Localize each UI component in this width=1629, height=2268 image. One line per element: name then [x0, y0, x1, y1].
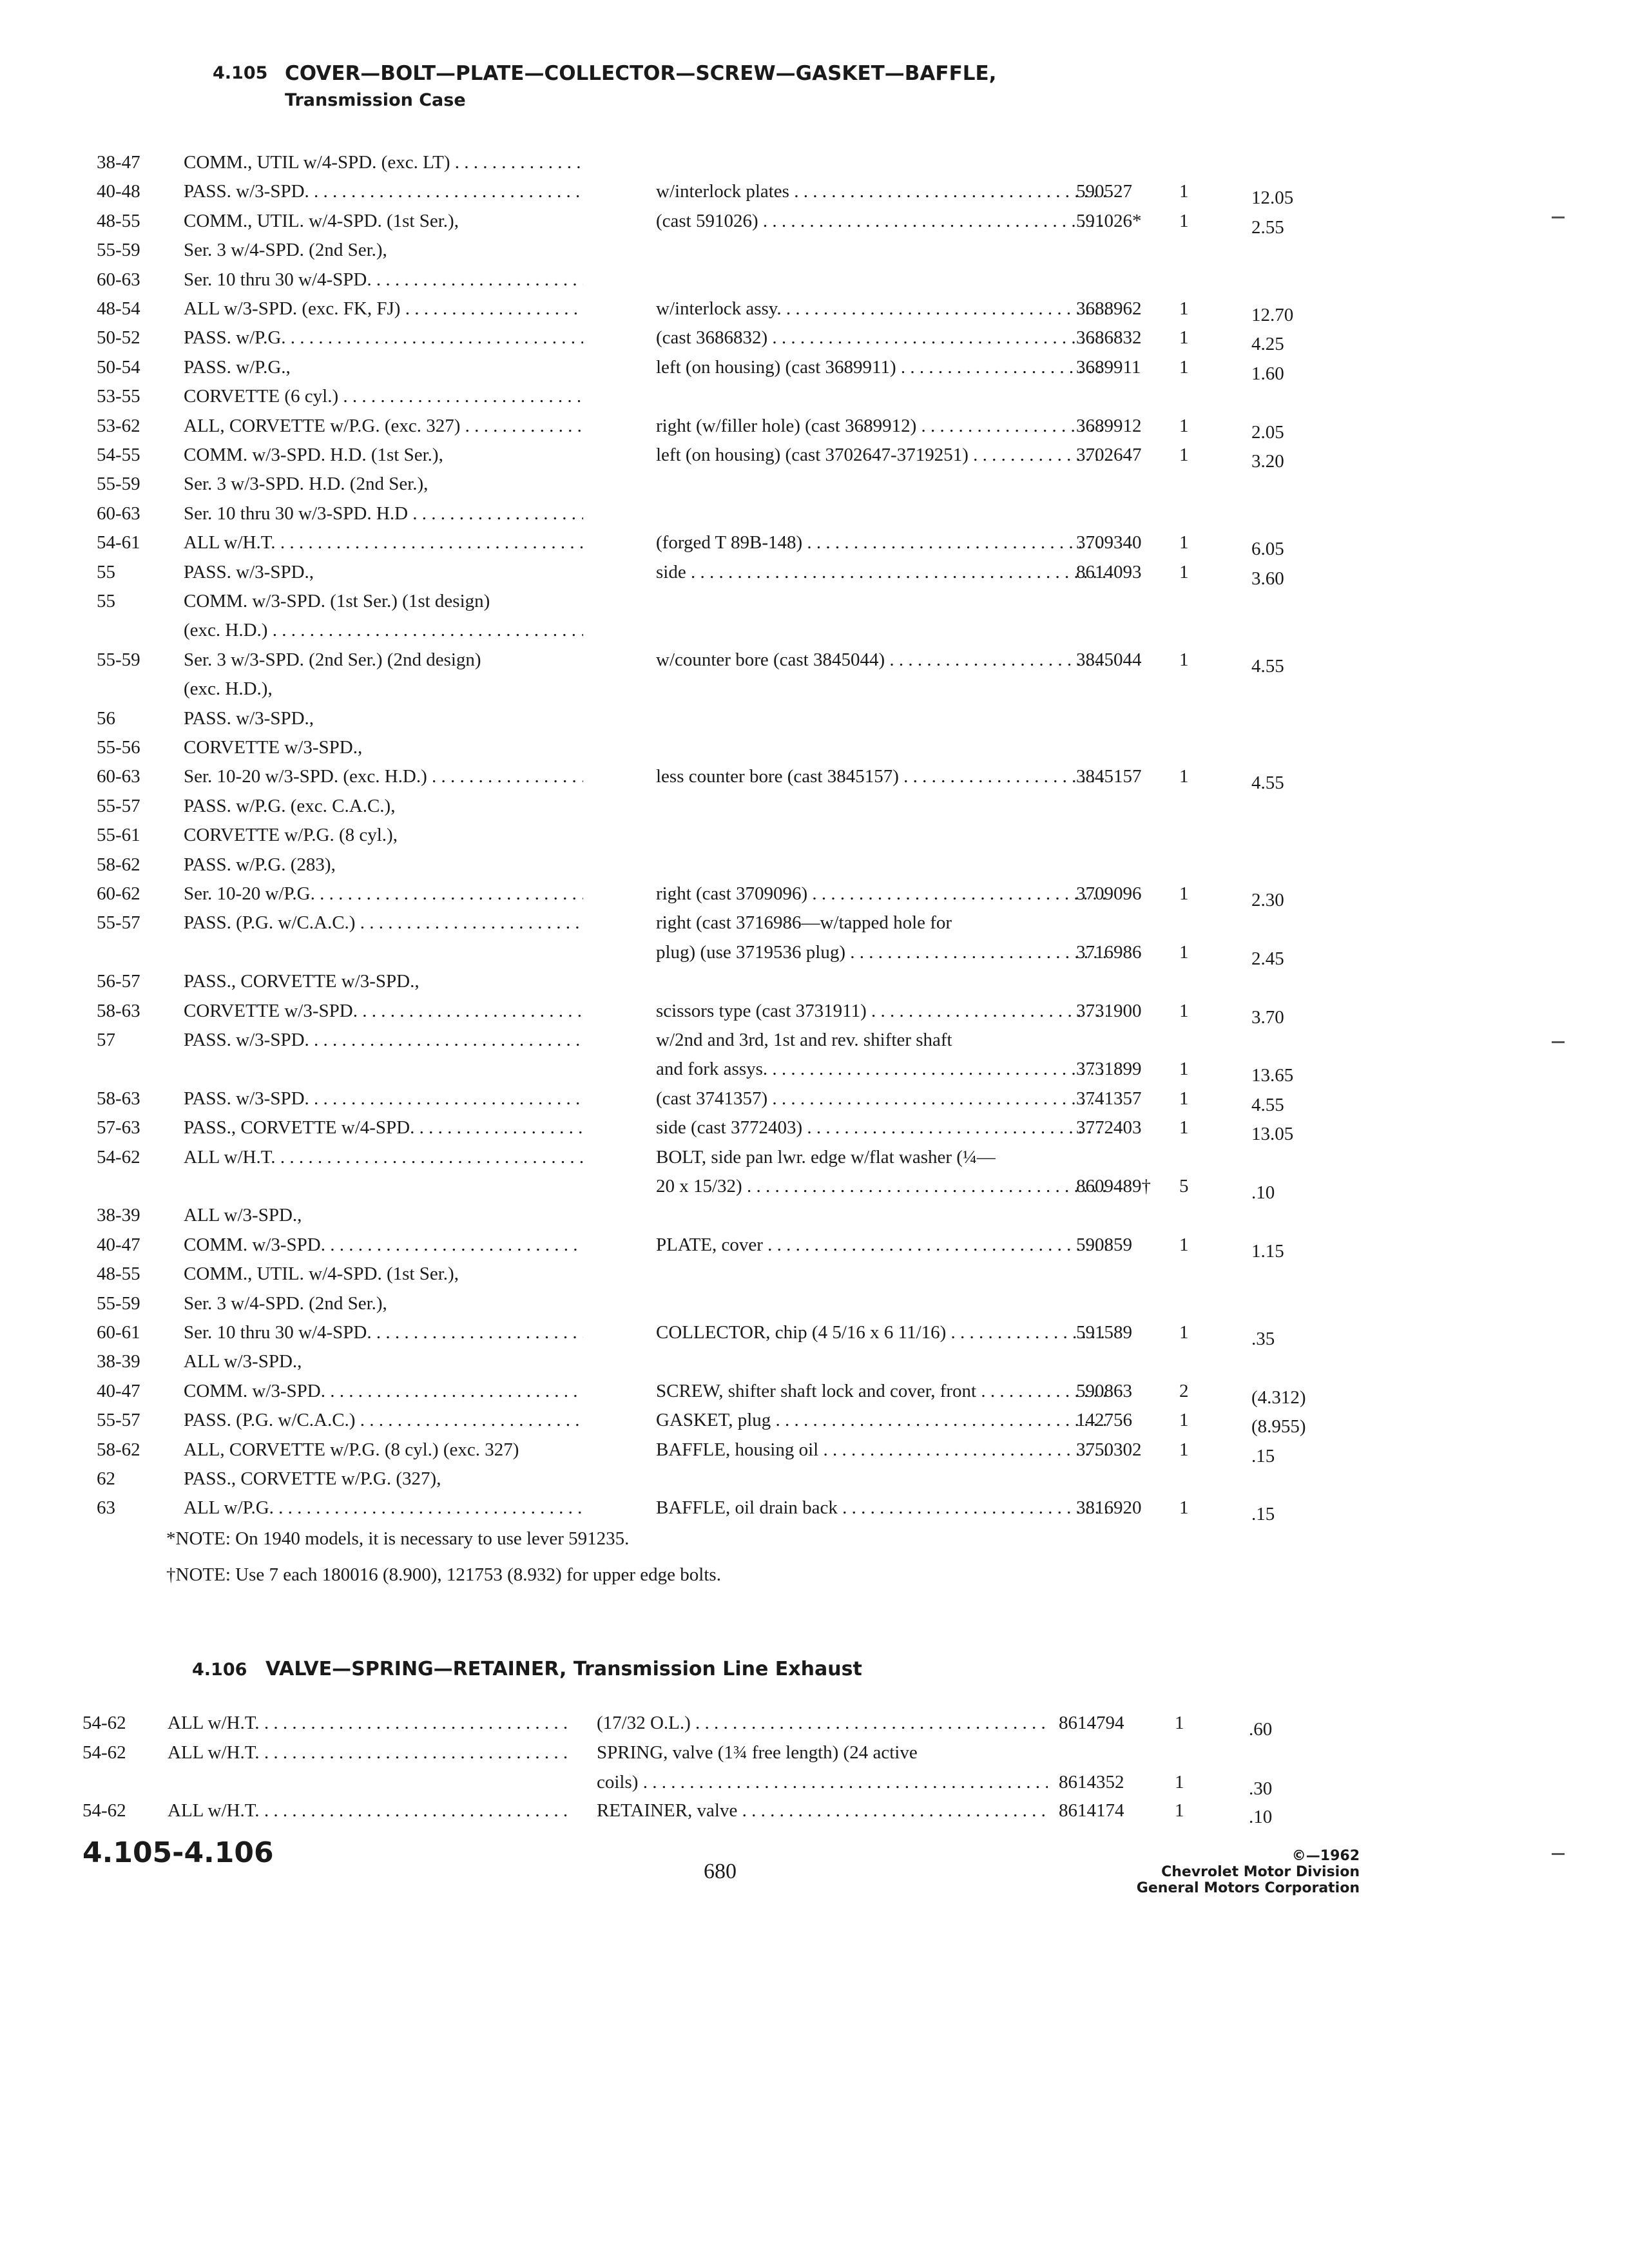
price-cell: 3.20	[1251, 451, 1284, 472]
year-cell: 55-59	[97, 649, 140, 670]
price-cell: 6.05	[1251, 539, 1284, 559]
price-cell: 4.55	[1251, 773, 1284, 793]
description-cell: w/interlock assy. . . .	[656, 296, 1107, 322]
year-cell: 54-55	[97, 445, 140, 465]
model-cell: PASS. (P.G. w/C.A.C.) . . .	[184, 910, 583, 936]
part-number-cell: 3731900	[1076, 1001, 1142, 1021]
model-cell: ALL w/P.G. . . .	[184, 1495, 583, 1521]
year-cell: 58-63	[97, 1088, 140, 1109]
description-cell: PLATE, cover . . .	[656, 1232, 1107, 1258]
price-cell: .30	[1249, 1778, 1273, 1799]
page-number: 680	[704, 1860, 737, 1883]
table-row	[97, 1495, 1547, 1524]
part-number-cell: 142756	[1076, 1410, 1132, 1430]
year-cell: 38-39	[97, 1205, 140, 1225]
description-cell: GASKET, plug . . .	[656, 1407, 1107, 1433]
year-cell: 48-54	[97, 298, 140, 319]
description-cell: (forged T 89B-148) . . .	[656, 530, 1107, 555]
year-cell: 53-62	[97, 416, 140, 436]
model-cell: ALL w/H.T. . . .	[184, 1144, 583, 1170]
part-number-cell: 3702647	[1076, 445, 1142, 465]
year-cell: 62	[97, 1468, 115, 1489]
price-cell: 13.65	[1251, 1065, 1294, 1086]
year-cell: 40-47	[97, 1381, 140, 1401]
price-cell: 13.05	[1251, 1124, 1294, 1144]
price-cell: 2.05	[1251, 422, 1284, 443]
table-row	[97, 1173, 1547, 1203]
year-cell: 57-63	[97, 1117, 140, 1138]
year-cell: 58-62	[97, 854, 140, 875]
quantity-cell: 1	[1179, 1322, 1189, 1343]
margin-mark	[1552, 1041, 1565, 1043]
copyright: ©—1962	[1291, 1848, 1360, 1864]
price-cell: (8.955)	[1251, 1416, 1306, 1437]
price-cell: 1.60	[1251, 363, 1284, 384]
table-row	[97, 1261, 1547, 1287]
table-row	[97, 325, 1547, 354]
model-cell: CORVETTE (6 cyl.) . . .	[184, 383, 583, 409]
description-cell: side (cast 3772403) . . .	[656, 1115, 1107, 1140]
table-row	[97, 442, 1547, 472]
margin-mark	[1552, 1853, 1565, 1855]
table-row	[97, 296, 1547, 325]
description-cell: scissors type (cast 3731911) . . .	[656, 998, 1107, 1024]
price-cell: 3.70	[1251, 1007, 1284, 1028]
footer-section-range: 4.105-4.106	[82, 1836, 274, 1869]
margin-mark	[1552, 216, 1565, 218]
section-subtitle: Transmission Case	[285, 90, 466, 110]
quantity-cell: 2	[1179, 1381, 1189, 1401]
model-cell: ALL, CORVETTE w/P.G. (exc. 327) . . .	[184, 413, 583, 439]
part-number-cell: 8614352	[1059, 1772, 1124, 1792]
quantity-cell: 1	[1179, 327, 1189, 348]
part-number-cell: 8614093	[1076, 562, 1142, 582]
part-number-cell: 3689911	[1076, 357, 1141, 378]
model-cell: PASS. w/3-SPD.,	[184, 562, 314, 582]
quantity-cell: 1	[1175, 1800, 1184, 1821]
model-cell: ALL w/H.T. . . .	[168, 1740, 567, 1765]
year-cell: 55-59	[97, 1293, 140, 1314]
price-cell: .10	[1249, 1807, 1273, 1827]
description-cell: w/interlock plates . . .	[656, 178, 1107, 204]
quantity-cell: 1	[1179, 1235, 1189, 1255]
table-row	[82, 1769, 1532, 1799]
description-cell: (cast 3686832) . . .	[656, 325, 1107, 351]
price-cell: 4.55	[1251, 656, 1284, 677]
copyright-block	[1063, 1848, 1360, 1896]
year-cell: 58-63	[97, 1001, 140, 1021]
model-cell: Ser. 3 w/4-SPD. (2nd Ser.),	[184, 1293, 387, 1314]
model-cell: COMM. w/3-SPD. H.D. (1st Ser.),	[184, 445, 443, 465]
year-cell: 56	[97, 708, 115, 729]
year-cell: 57	[97, 1030, 115, 1050]
price-cell: .10	[1251, 1182, 1275, 1203]
price-cell: 2.55	[1251, 217, 1284, 238]
table-row	[97, 998, 1547, 1028]
model-cell: Ser. 10-20 w/P.G. . . .	[184, 881, 583, 907]
model-cell: (exc. H.D.) . . .	[184, 617, 583, 643]
table-row	[97, 939, 1547, 969]
year-cell: 60-62	[97, 883, 140, 904]
year-cell: 60-63	[97, 269, 140, 290]
table-row	[97, 383, 1547, 409]
part-number-cell: 3772403	[1076, 1117, 1142, 1138]
model-cell: ALL, CORVETTE w/P.G. (8 cyl.) (exc. 327)	[184, 1439, 519, 1460]
table-row	[82, 1798, 1532, 1827]
table-row	[97, 1291, 1547, 1316]
part-number-cell: 3731899	[1076, 1059, 1142, 1079]
part-number-cell: 3716986	[1076, 942, 1142, 963]
part-number-cell: 3689912	[1076, 416, 1142, 436]
model-cell: CORVETTE w/3-SPD. . . .	[184, 998, 583, 1024]
year-cell: 55-59	[97, 474, 140, 494]
year-cell: 55	[97, 591, 115, 611]
year-cell: 54-62	[82, 1800, 126, 1821]
year-cell: 55-61	[97, 825, 140, 845]
model-cell: PASS. (P.G. w/C.A.C.) . . .	[184, 1407, 583, 1433]
table-row	[97, 617, 1547, 643]
table-row	[97, 267, 1547, 293]
table-row	[97, 1320, 1547, 1349]
model-cell: CORVETTE w/P.G. (8 cyl.),	[184, 825, 398, 845]
model-cell: PASS. w/P.G.,	[184, 357, 291, 378]
quantity-cell: 1	[1179, 1117, 1189, 1138]
part-number-cell: 3688962	[1076, 298, 1142, 319]
model-cell: Ser. 3 w/4-SPD. (2nd Ser.),	[184, 240, 387, 260]
description-cell: left (on housing) (cast 3702647-3719251) . . . .	[656, 442, 1107, 468]
model-cell: ALL w/3-SPD. (exc. FK, FJ) . . .	[184, 296, 583, 322]
model-cell: PASS. w/P.G. . . .	[184, 325, 583, 351]
table-row	[97, 1027, 1547, 1053]
part-number-cell: 3741357	[1076, 1088, 1142, 1109]
quantity-cell: 1	[1179, 1410, 1189, 1430]
year-cell: 38-47	[97, 152, 140, 173]
model-cell: Ser. 10-20 w/3-SPD. (exc. H.D.) . . .	[184, 764, 583, 789]
price-cell: 4.25	[1251, 334, 1284, 354]
part-number-cell: 3709096	[1076, 883, 1142, 904]
table-row	[97, 647, 1547, 677]
description-cell: (cast 3741357) . . .	[656, 1086, 1107, 1111]
description-cell: right (cast 3716986—w/tapped hole for	[656, 912, 952, 933]
table-row	[97, 559, 1547, 589]
year-cell: 54-62	[82, 1742, 126, 1763]
model-cell: ALL w/H.T. . . .	[184, 530, 583, 555]
model-cell: PASS., CORVETTE w/P.G. (327),	[184, 1468, 441, 1489]
section-title-2: VALVE—SPRING—RETAINER, Transmission Line Exhaust	[265, 1658, 862, 1680]
model-cell: ALL w/3-SPD.,	[184, 1205, 302, 1225]
model-cell: Ser. 3 w/3-SPD. H.D. (2nd Ser.),	[184, 474, 429, 494]
quantity-cell: 1	[1179, 181, 1189, 202]
table-row	[97, 1437, 1547, 1466]
part-number-cell: 591589	[1076, 1322, 1132, 1343]
year-cell: 58-62	[97, 1439, 140, 1460]
part-number-cell: 3845157	[1076, 766, 1142, 787]
price-cell: 2.30	[1251, 890, 1284, 910]
model-cell: PASS. w/3-SPD. . . .	[184, 178, 583, 204]
year-cell: 54-62	[97, 1147, 140, 1168]
table-row	[97, 852, 1547, 878]
corporation: General Motors Corporation	[1136, 1880, 1360, 1896]
year-cell: 55-57	[97, 912, 140, 933]
year-cell: 53-55	[97, 386, 140, 407]
part-number-cell: 8609489†	[1076, 1176, 1151, 1196]
model-cell: CORVETTE w/3-SPD.,	[184, 737, 363, 758]
table-row	[97, 354, 1547, 384]
table-row	[97, 530, 1547, 559]
model-cell: (exc. H.D.),	[184, 678, 273, 699]
model-cell: Ser. 10 thru 30 w/3-SPD. H.D . . .	[184, 501, 583, 526]
table-row	[97, 178, 1547, 208]
description-cell: right (cast 3709096) . . .	[656, 881, 1107, 907]
description-cell: left (on housing) (cast 3689911) . . .	[656, 354, 1107, 380]
year-cell: 48-55	[97, 1264, 140, 1284]
description-cell: and fork assys. . . .	[656, 1056, 1107, 1082]
model-cell: COMM., UTIL w/4-SPD. (exc. LT) . . .	[184, 149, 583, 175]
model-cell: PASS., CORVETTE w/3-SPD.,	[184, 971, 419, 992]
quantity-cell: 1	[1179, 445, 1189, 465]
table-row	[97, 735, 1547, 760]
quantity-cell: 1	[1179, 532, 1189, 553]
price-cell: .15	[1251, 1504, 1275, 1524]
description-cell: w/2nd and 3rd, 1st and rev. shifter shaft	[656, 1030, 952, 1050]
price-cell: 12.05	[1251, 187, 1294, 208]
table-row	[97, 588, 1547, 614]
year-cell: 60-63	[97, 503, 140, 524]
model-cell: COMM. w/3-SPD. . . .	[184, 1378, 583, 1404]
table-row	[97, 793, 1547, 819]
description-cell: BAFFLE, oil drain back . . .	[656, 1495, 1107, 1521]
description-cell: SPRING, valve (1¾ free length) (24 active	[597, 1742, 918, 1763]
table-row	[97, 149, 1547, 175]
table-row	[97, 881, 1547, 910]
quantity-cell: 1	[1179, 1497, 1189, 1518]
quantity-cell: 1	[1179, 562, 1189, 582]
table-row	[97, 1056, 1547, 1086]
quantity-cell: 1	[1179, 1059, 1189, 1079]
part-number-cell: 3845044	[1076, 649, 1142, 670]
model-cell: COMM. w/3-SPD. . . .	[184, 1232, 583, 1258]
description-cell: RETAINER, valve . . .	[597, 1798, 1048, 1823]
table-row	[97, 1407, 1547, 1437]
table-row	[97, 1144, 1547, 1170]
division: Chevrolet Motor Division	[1161, 1864, 1360, 1880]
description-cell: BAFFLE, housing oil . . .	[656, 1437, 1107, 1463]
quantity-cell: 1	[1179, 766, 1189, 787]
year-cell: 48-55	[97, 211, 140, 231]
model-cell: PASS. w/3-SPD.,	[184, 708, 314, 729]
model-cell: PASS. w/3-SPD. . . .	[184, 1086, 583, 1111]
quantity-cell: 1	[1179, 298, 1189, 319]
quantity-cell: 1	[1179, 1088, 1189, 1109]
price-cell: .15	[1251, 1446, 1275, 1466]
part-number-cell: 590859	[1076, 1235, 1132, 1255]
model-cell: COMM., UTIL. w/4-SPD. (1st Ser.),	[184, 1264, 459, 1284]
description-cell: (cast 591026) . . .	[656, 208, 1107, 234]
price-cell: 2.45	[1251, 948, 1284, 969]
table-row	[97, 968, 1547, 994]
year-cell: 55-56	[97, 737, 140, 758]
description-cell: SCREW, shifter shaft lock and cover, front . . .	[656, 1378, 1107, 1404]
table-row	[97, 1466, 1547, 1492]
year-cell: 55-57	[97, 1410, 140, 1430]
year-cell: 50-54	[97, 357, 140, 378]
quantity-cell: 1	[1179, 883, 1189, 904]
model-cell: Ser. 3 w/3-SPD. (2nd Ser.) (2nd design)	[184, 649, 481, 670]
model-cell: PASS., CORVETTE w/4-SPD. . . .	[184, 1115, 583, 1140]
model-cell: PASS. w/P.G. (exc. C.A.C.),	[184, 796, 396, 816]
table-row	[97, 910, 1547, 936]
year-cell: 55-57	[97, 796, 140, 816]
quantity-cell: 1	[1179, 416, 1189, 436]
year-cell: 40-48	[97, 181, 140, 202]
table-row	[97, 1086, 1547, 1115]
model-cell: Ser. 10 thru 30 w/4-SPD. . . .	[184, 267, 583, 293]
model-cell: ALL w/3-SPD.,	[184, 1351, 302, 1372]
table-row	[97, 1349, 1547, 1374]
table-row	[97, 413, 1547, 443]
quantity-cell: 1	[1179, 649, 1189, 670]
table-row	[97, 1378, 1547, 1408]
quantity-cell: 1	[1179, 942, 1189, 963]
quantity-cell: 5	[1179, 1176, 1189, 1196]
model-cell: ALL w/H.T. . . .	[168, 1710, 567, 1736]
part-number-cell: 3750302	[1076, 1439, 1142, 1460]
part-number-cell: 590863	[1076, 1381, 1132, 1401]
year-cell: 50-52	[97, 327, 140, 348]
footnote: †NOTE: Use 7 each 180016 (8.900), 121753 (8.932) for upper edge bolts.	[166, 1564, 721, 1585]
model-cell: PASS. w/3-SPD. . . .	[184, 1027, 583, 1053]
year-cell: 54-62	[82, 1713, 126, 1733]
footnote: *NOTE: On 1940 models, it is necessary to use lever 591235.	[166, 1528, 630, 1549]
section-number-2: 4.106	[192, 1660, 247, 1680]
part-number-cell: 8614174	[1059, 1800, 1124, 1821]
model-cell: Ser. 10 thru 30 w/4-SPD. . . .	[184, 1320, 583, 1345]
year-cell: 55	[97, 562, 115, 582]
table-row	[97, 1115, 1547, 1144]
table-row	[97, 237, 1547, 263]
year-cell: 38-39	[97, 1351, 140, 1372]
table-row	[82, 1710, 1532, 1740]
quantity-cell: 1	[1179, 357, 1189, 378]
table-row	[97, 822, 1547, 848]
price-cell: .60	[1249, 1719, 1273, 1740]
table-row	[97, 764, 1547, 793]
part-number-cell: 590527	[1076, 181, 1132, 202]
price-cell: 1.15	[1251, 1241, 1284, 1262]
table-row	[82, 1740, 1532, 1765]
description-cell: less counter bore (cast 3845157) . . .	[656, 764, 1107, 789]
price-cell: 4.55	[1251, 1095, 1284, 1115]
part-number-cell: 591026*	[1076, 211, 1142, 231]
description-cell: plug) (use 3719536 plug) . . .	[656, 939, 1107, 965]
table-row	[97, 208, 1547, 238]
description-cell: BOLT, side pan lwr. edge w/flat washer (¼—	[656, 1147, 996, 1168]
description-cell: 20 x 15/32) . . .	[656, 1173, 1107, 1199]
quantity-cell: 1	[1179, 1439, 1189, 1460]
price-cell: 12.70	[1251, 305, 1294, 325]
description-cell: COLLECTOR, chip (4 5/16 x 6 11/16) . . .	[656, 1320, 1107, 1345]
part-number-cell: 3686832	[1076, 327, 1142, 348]
model-cell: COMM., UTIL. w/4-SPD. (1st Ser.),	[184, 211, 459, 231]
section-title: COVER—BOLT—PLATE—COLLECTOR—SCREW—GASKET—BAFFLE,	[285, 62, 997, 85]
year-cell: 54-61	[97, 532, 140, 553]
year-cell: 63	[97, 1497, 115, 1518]
table-row	[97, 1202, 1547, 1228]
quantity-cell: 1	[1179, 1001, 1189, 1021]
table-row	[97, 501, 1547, 526]
model-cell: COMM. w/3-SPD. (1st Ser.) (1st design)	[184, 591, 490, 611]
part-number-cell: 8614794	[1059, 1713, 1124, 1733]
quantity-cell: 1	[1179, 211, 1189, 231]
year-cell: 60-63	[97, 766, 140, 787]
year-cell: 56-57	[97, 971, 140, 992]
price-cell: 3.60	[1251, 568, 1284, 589]
table-row	[97, 676, 1547, 702]
year-cell: 55-59	[97, 240, 140, 260]
description-cell: (17/32 O.L.) . . .	[597, 1710, 1048, 1736]
part-number-cell: 3816920	[1076, 1497, 1142, 1518]
price-cell: .35	[1251, 1329, 1275, 1349]
description-cell: side . . .	[656, 559, 1107, 585]
model-cell: PASS. w/P.G. (283),	[184, 854, 336, 875]
quantity-cell: 1	[1175, 1713, 1184, 1733]
description-cell: w/counter bore (cast 3845044) . . .	[656, 647, 1107, 673]
part-number-cell: 3709340	[1076, 532, 1142, 553]
price-cell: (4.312)	[1251, 1387, 1306, 1408]
table-row	[97, 1232, 1547, 1262]
description-cell: coils) . . .	[597, 1769, 1048, 1795]
quantity-cell: 1	[1175, 1772, 1184, 1792]
table-row	[97, 471, 1547, 497]
year-cell: 60-61	[97, 1322, 140, 1343]
year-cell: 40-47	[97, 1235, 140, 1255]
section-number: 4.105	[213, 63, 268, 83]
table-row	[97, 706, 1547, 731]
description-cell: right (w/filler hole) (cast 3689912) . . .	[656, 413, 1107, 439]
model-cell: ALL w/H.T. . . .	[168, 1798, 567, 1823]
